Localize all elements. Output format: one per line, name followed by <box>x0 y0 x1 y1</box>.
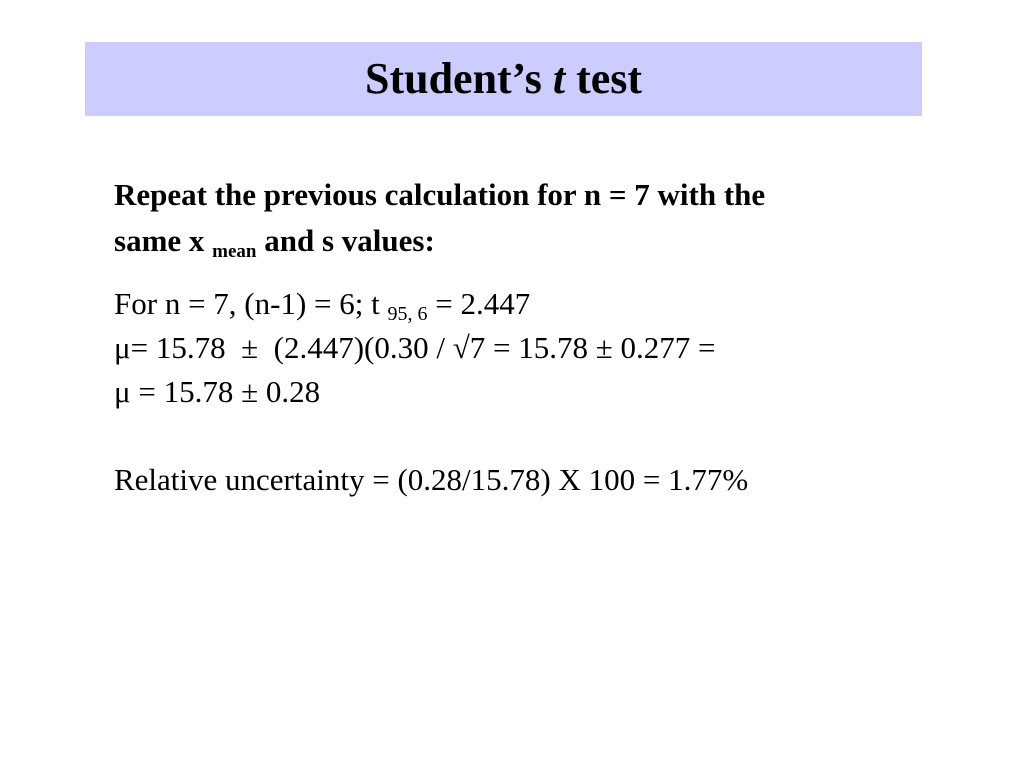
t-subscript: 95, 6 <box>387 303 428 325</box>
calculation-block <box>114 282 934 502</box>
title-banner <box>85 42 922 116</box>
calc-line-relative-uncertainty: Relative uncertainty = (0.28/15.78) X 100 = 1.77% <box>114 462 749 497</box>
mean-subscript: mean <box>212 241 257 262</box>
calc-line-1-text-a: For n = 7, (n-1) = 6; t <box>114 286 388 321</box>
title-prefix: Student’s <box>364 54 553 103</box>
blank-line <box>114 414 934 458</box>
intro-line-2-text-a: same x <box>114 223 213 258</box>
slide-title <box>364 54 643 103</box>
calc-line-t-value <box>114 282 934 326</box>
title-italic-t: t <box>552 54 566 103</box>
intro-line-2-text-b: and s values: <box>256 223 435 258</box>
calc-line-mu-expression: μ= 15.78 ± (2.447)(0.30 / √7 = 15.78 ± 0.277 = <box>114 330 716 365</box>
intro-paragraph <box>114 172 914 275</box>
calc-line-mu-result: μ = 15.78 ± 0.28 <box>114 374 321 409</box>
title-suffix: test <box>565 54 643 103</box>
calc-line-1-text-b: = 2.447 <box>427 286 531 321</box>
intro-line-1: Repeat the previous calculation for n = 7 with the <box>114 177 766 212</box>
intro-line-2 <box>114 218 914 275</box>
